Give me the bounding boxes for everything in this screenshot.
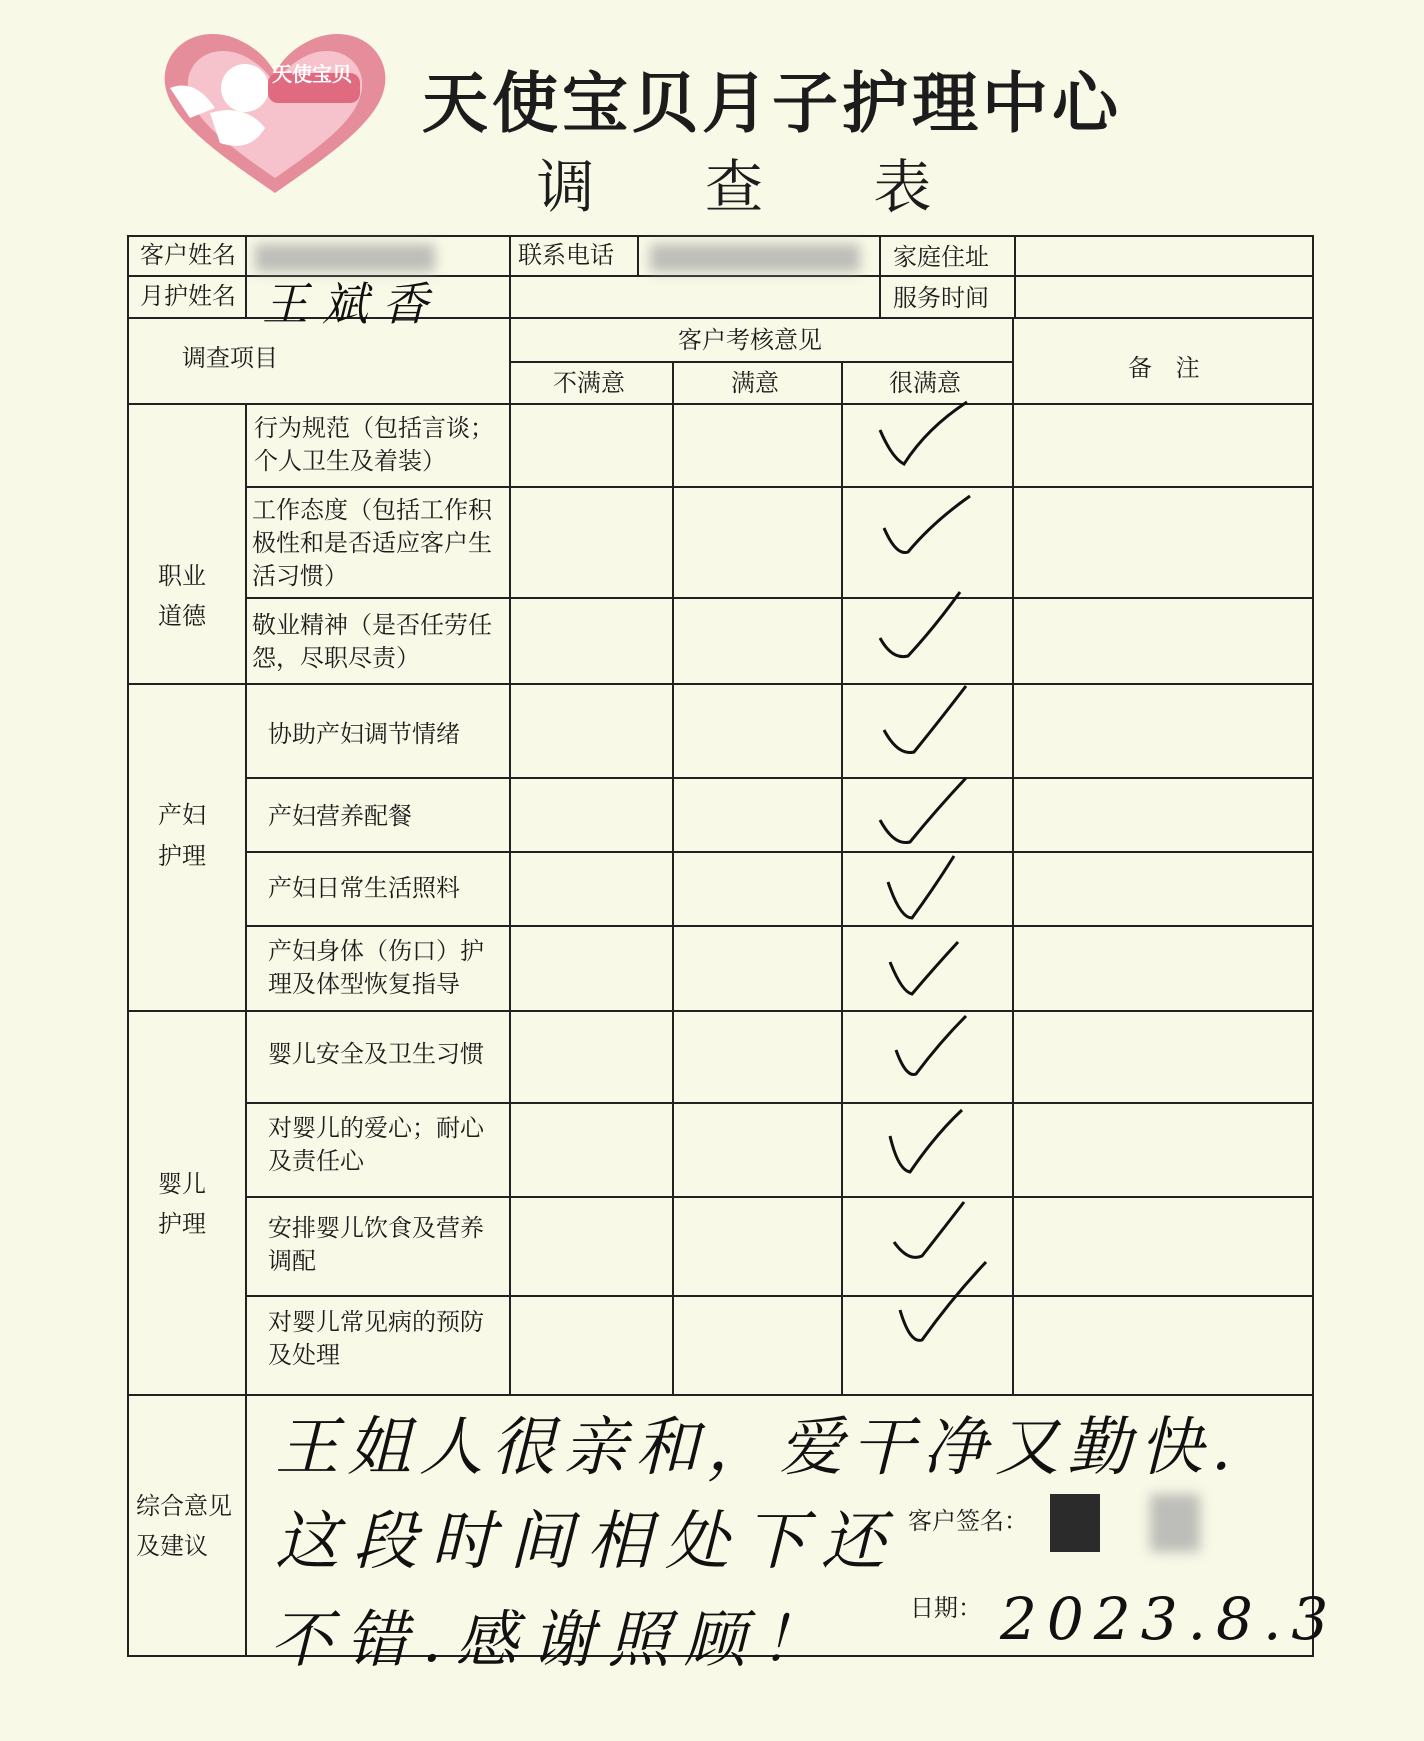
phone-label: 联系电话 xyxy=(518,241,614,269)
item-infant-safety: 婴儿安全及卫生习惯 xyxy=(268,1040,484,1068)
category-mother-line1: 产妇 xyxy=(158,801,206,829)
category-infant-line1: 婴儿 xyxy=(158,1170,206,1198)
org-name: 天使宝贝月子护理中心 xyxy=(422,65,1122,142)
remark-header: 备 注 xyxy=(1128,354,1208,382)
item-mood: 协助产妇调节情绪 xyxy=(268,720,460,748)
summary-label-line1: 综合意见 xyxy=(136,1492,232,1520)
category-ethics-line2: 道德 xyxy=(158,602,206,630)
col-very-satisfied: 很满意 xyxy=(889,369,961,397)
item-nutrition: 产妇营养配餐 xyxy=(268,802,412,830)
item-infant-love: 对婴儿的爱心；耐心及责任心 xyxy=(268,1114,484,1175)
check-icon xyxy=(884,852,984,932)
comment-line3: 不错.感谢照顾！ xyxy=(270,1603,836,1676)
category-infant-line2: 护理 xyxy=(158,1210,206,1238)
signature-label: 客户签名： xyxy=(908,1507,1028,1535)
col-unsatisfied: 不满意 xyxy=(553,369,625,397)
form-title: 调 查 表 xyxy=(536,153,978,221)
nurse-name-value: 王斌香 xyxy=(262,277,442,331)
item-body-recovery: 产妇身体（伤口）护理及体型恢复指导 xyxy=(268,937,484,998)
check-icon xyxy=(878,682,978,762)
col-satisfied: 满意 xyxy=(731,369,779,397)
check-icon xyxy=(894,1258,994,1348)
item-daily-care: 产妇日常生活照料 xyxy=(268,874,460,902)
date-value: 2023.8.3 xyxy=(1000,1585,1339,1653)
check-icon xyxy=(874,772,974,852)
date-label: 日期： xyxy=(910,1594,982,1622)
survey-item-header: 调查项目 xyxy=(182,344,278,372)
category-mother-line2: 护理 xyxy=(158,842,206,870)
comment-line1: 王姐人很亲和，爱干净又勤快. xyxy=(275,1411,1240,1485)
item-attitude: 工作态度（包括工作积极性和是否适应客户生活习惯） xyxy=(252,496,492,590)
opinion-header: 客户考核意见 xyxy=(678,326,822,354)
check-icon xyxy=(884,1106,984,1186)
address-label: 家庭住址 xyxy=(893,243,989,271)
check-icon xyxy=(890,1012,990,1092)
client-name-label: 客户姓名 xyxy=(140,241,236,269)
signature-redaction xyxy=(1150,1494,1200,1552)
category-ethics-line1: 职业 xyxy=(158,562,206,590)
signature-redaction xyxy=(1050,1494,1100,1552)
item-dedication: 敬业精神（是否任劳任怨，尽职尽责） xyxy=(252,611,492,672)
phone-redaction xyxy=(650,244,860,272)
check-icon xyxy=(884,938,984,1018)
check-icon xyxy=(872,398,972,478)
logo-text: 天使宝贝 xyxy=(272,62,352,86)
check-icon xyxy=(878,492,978,572)
summary-label-line2: 及建议 xyxy=(136,1532,208,1560)
check-icon xyxy=(874,588,974,668)
item-infant-illness: 对婴儿常见病的预防及处理 xyxy=(268,1308,484,1369)
service-time-label: 服务时间 xyxy=(893,284,989,312)
item-infant-feeding: 安排婴儿饮食及营养调配 xyxy=(268,1214,484,1275)
nurse-name-label: 月护姓名 xyxy=(140,282,236,310)
item-behavior: 行为规范（包括言谈；个人卫生及着装） xyxy=(254,414,494,475)
comment-line2: 这段时间相处下还 xyxy=(275,1505,899,1579)
